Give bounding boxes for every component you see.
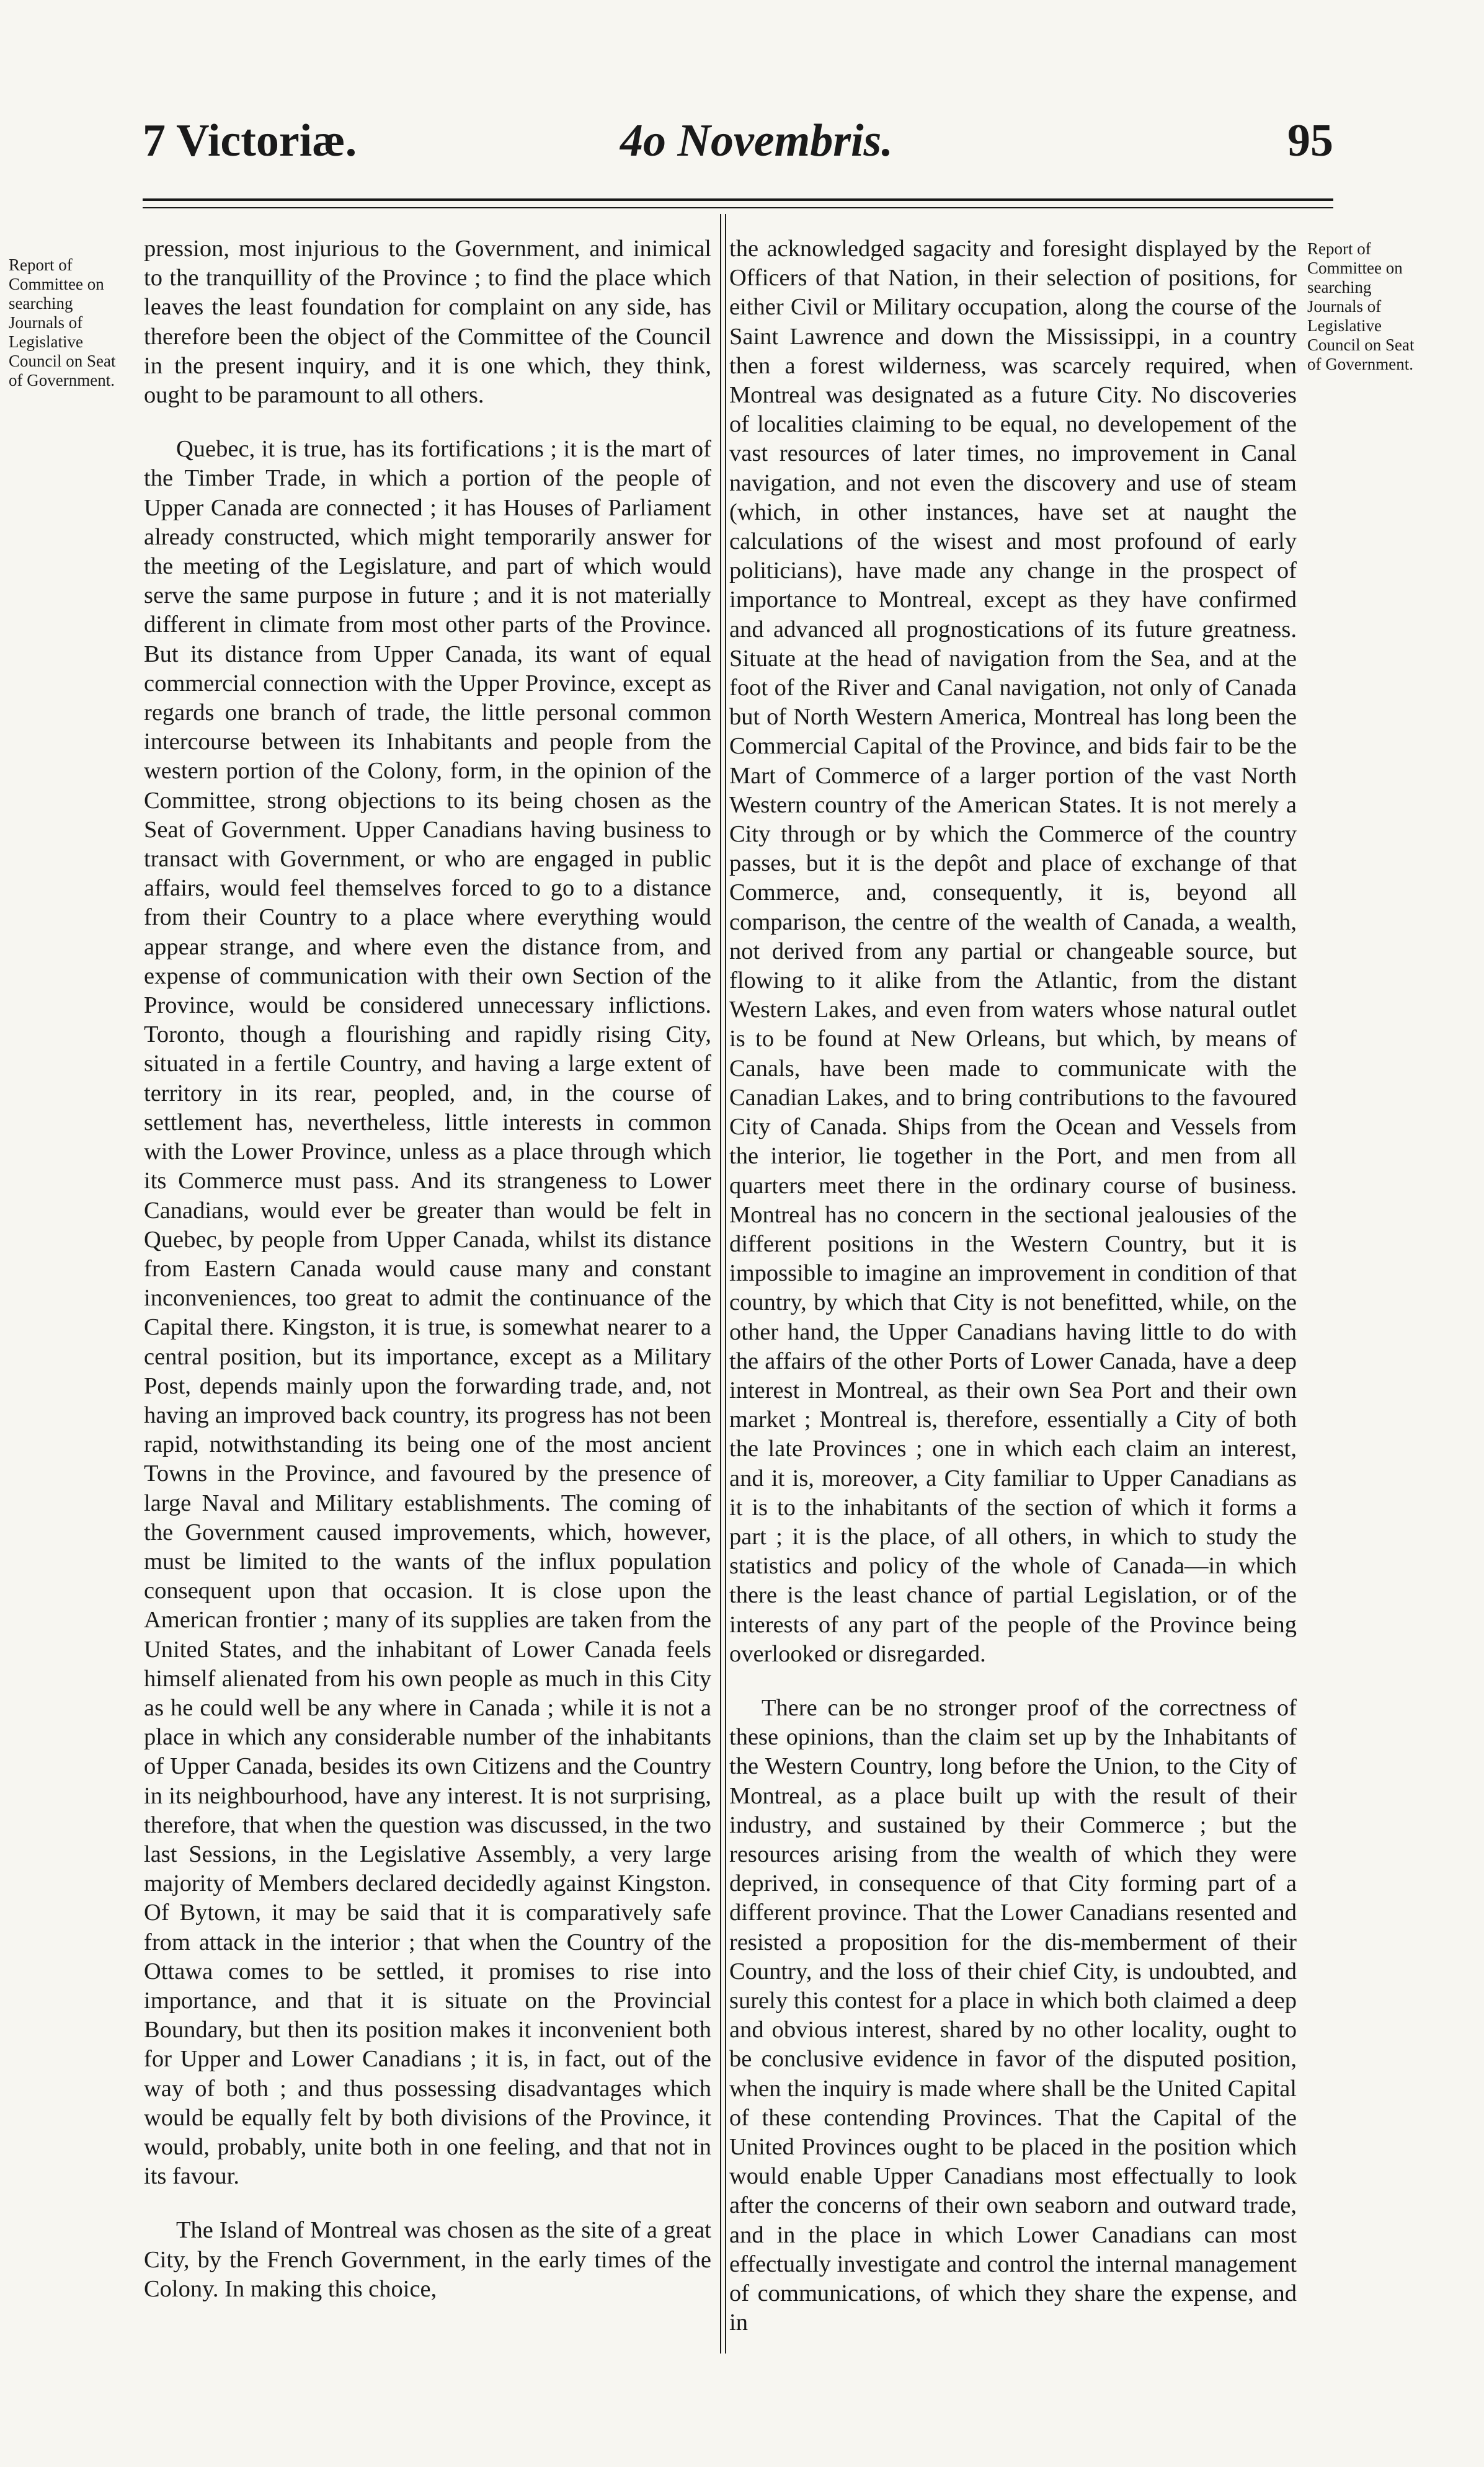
column-divider-second [725,214,726,2354]
header-regnal-year: 7 Victoriæ. [143,115,357,166]
margin-note-right: Report of Committee on searching Journals of Legislative Council on Seat of Government. [1307,239,1415,373]
paragraph: There can be no stronger proof of the correctness of these opinions, than the claim set up by the Inhabitants of the Western Country, long before the Union, to the City of Montreal, as a place built up with the result of their industry, and sustained by their Commerce ; but the resources arising from the wealth of which they were deprived, in consequence of that City forming part of a different province. That the Lower Canadians resented and resisted a proposition for the dis-memberment of their Country, and the loss of their chief City, is undoubted, and surely this contest for a place in which both claimed a deep and obvious interest, shared by no other locality, ought to be conclusive evidence in favor of the disputed position, when the inquiry is made where shall be the United Capital of these contending Provinces. That the Capital of the United Provinces ought to be placed in the position which would enable Upper Canadians most effectually to look after the concerns of their own seaborn and outward trade, and in the place in which Lower Canadians can most effectually investigate and control the internal management of communications, of which they share the expense, and in [729,1694,1297,2336]
page-header [143,115,1333,183]
text-column-left [144,234,711,2304]
page-number: 95 [1287,115,1333,166]
paragraph: The Island of Montreal was chosen as the site of a great City, by the French Government, in the early times of the Colony. In making this choice, [144,2217,711,2302]
header-rule-thin [143,207,1333,208]
paragraph: the acknowledged sagacity and foresight displayed by the Officers of that Nation, in their selection of positions, for either Civil or Military occupation, along the course of the Saint Lawrence and down the Mississippi, in a country then a forest wilderness, was scarcely required, when Montreal was designated as a future City. No discoveries of localities claiming to be equal, no developement of the vast resources of later times, no improvement in Canal navigation, and not even the discovery and use of steam (which, in other instances, have set at naught the calculations of the wisest and most profound of early politicians), have made any change in the prospect of importance to Montreal, except as they have confirmed and advanced all prognostications of its future greatness. Situate at the head of navigation from the Sea, and at the foot of the River and Canal navigation, not only of Canada but of North Western America, Montreal has long been the Commercial Capital of the Province, and bids fair to be the Mart of Commerce of a larger portion of the vast North Western country of the American States. It is not merely a City through or by which the Commerce of the country passes, but it is the depôt and place of exchange of that Commerce, and, consequently, it is, beyond all comparison, the centre of the wealth of Canada, a wealth, not derived from any partial or changeable source, but flowing to it alike from the Atlantic, from the distant Western Lakes, and even from waters whose natural outlet is to be found at New Orleans, but which, by means of Canals, have been made to communicate with the Canadian Lakes, and to bring contributions to the favoured City of Canada. Ships from the Ocean and Vessels from the interior, lie together in the Port, and men from all quarters meet there in the ordinary course of business. Montreal has no concern in the sectional jealousies of the different positions in the Western Country, but it is impossible to imagine an improvement in condition of that country, by which that City is not benefitted, while, on the other hand, the Upper Canadians having little to do with the affairs of the other Ports of Lower Canada, have a deep interest in Montreal, as their own Sea Port and their own market ; Montreal is, therefore, essentially a City of both the late Provinces ; one in which each claim an interest, and it is, moreover, a City familiar to Upper Canadians as it is to the inhabitants of the section of which it forms a part ; it is the place, of all others, in which to study the statistics and policy of the whole of Canada—in which there is the least chance of partial Legislation, or of the interests of any part of the people of the Province being overlooked or disregarded. [729,236,1297,1667]
column-divider [720,214,721,2354]
margin-note-left: Report of Committee on searching Journals of Legislative Council on Seat of Government. [9,256,116,389]
header-rule-thick [143,198,1333,201]
header-date: 4o Novembris. [620,115,893,166]
paragraph: pression, most injurious to the Government, and inimical to the tranquillity of the Province ; to find the place which leaves the least foundation for complaint on any side, has therefore been the object of the Committee of the Council in the present inquiry, and it is one which, they think, ought to be paramount to all others. [144,236,711,409]
text-column-right [729,234,1297,2337]
paragraph: Quebec, it is true, has its fortifications ; it is the mart of the Timber Trade, in which a portion of the people of Upper Canada are connected ; it has Houses of Parliament already constructed, which might temporarily answer for the meeting of the Legislature, and part of which would serve the same purpose in future ; and it is not materially different in climate from most other parts of the Province. But its distance from Upper Canada, its want of equal commercial connection with the Upper Province, except as regards one branch of trade, the little personal common intercourse between its Inhabitants and people from the western portion of the Colony, form, in the opinion of the Committee, strong objections to its being chosen as the Seat of Government. Upper Canadians having business to transact with Government, or who are engaged in public affairs, would feel themselves forced to go to a distance from their Country to a place where everything would appear strange, and where even the distance from, and expense of communication with their own Section of the Province, would be considered unnecessary inflictions. Toronto, though a flourishing and rapidly rising City, situated in a fertile Country, and having a large extent of territory in its rear, peopled, and, in the course of settlement has, nevertheless, little interests in common with the Lower Province, unless as a place through which its Commerce must pass. And its strangeness to Lower Canadians, would ever be greater than would be felt in Quebec, by people from Upper Canada, whilst its distance from Eastern Canada would cause many and constant inconveniences, too great to admit the continuance of the Capital there. Kingston, it is true, is somewhat nearer to a central position, but its importance, except as a Military Post, depends mainly upon the forwarding trade, and, not having an improved back country, its progress has not been rapid, notwithstanding its being one of the most ancient Towns in the Province, and favoured by the presence of large Naval and Military establishments. The coming of the Government caused improvements, which, however, must be limited to the wants of the influx population consequent upon that occasion. It is close upon the American frontier ; many of its supplies are taken from the United States, and the inhabitant of Lower Canada feels himself alienated from his own people as much in this City as he could well be any where in Canada ; while it is not a place in which any considerable number of the inhabitants of Upper Canada, besides its own Citizens and the Country in its neighbourhood, have any interest. It is not surprising, therefore, that when the question was discussed, in the two last Sessions, in the Legislative Assembly, a very large majority of Members declared decidedly against Kingston. Of Bytown, it may be said that it is comparatively safe from attack in the interior ; that when the Country of the Ottawa comes to be settled, it promises to rise into importance, and that it is situate on the Provincial Boundary, but then its position makes it inconvenient both for Upper and Lower Canadians ; it is, in fact, out of the way of both ; and thus possessing disadvantages which would be equally felt by both divisions of the Province, it would, probably, unite both in one feeling, and that not in its favour. [144,436,711,2190]
